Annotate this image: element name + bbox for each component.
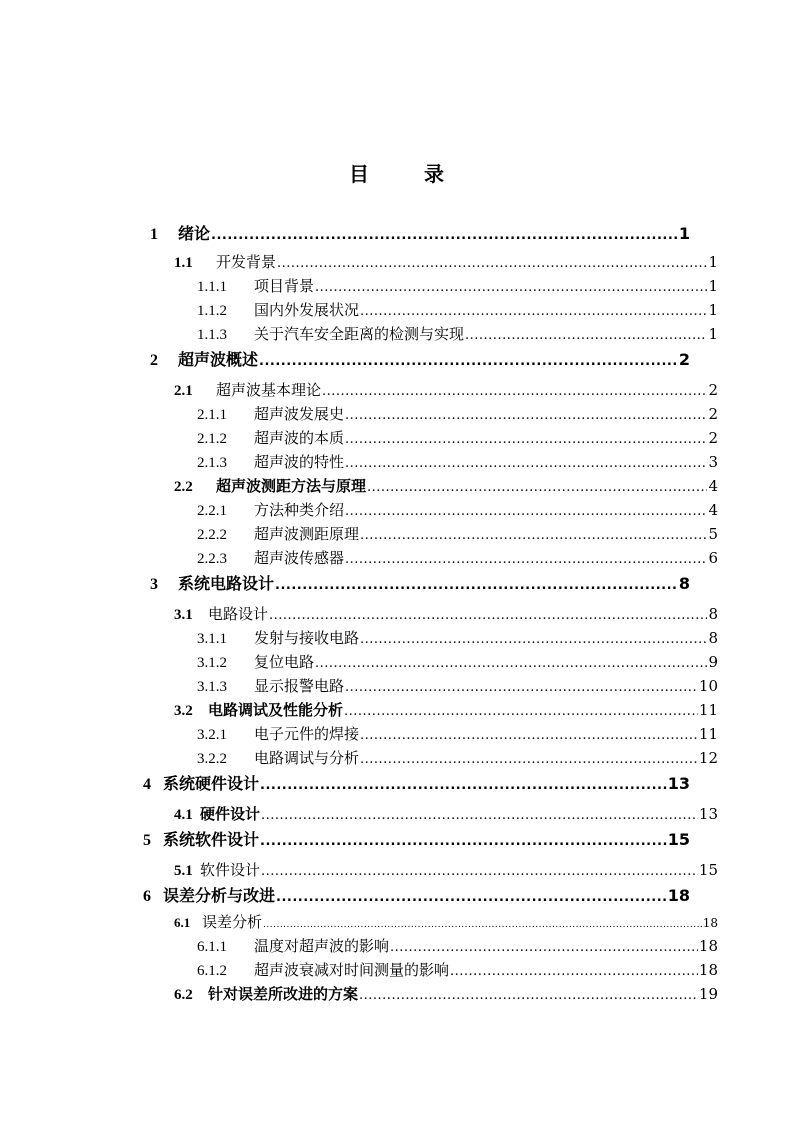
toc-entry-number: 3.2.2 <box>197 751 227 767</box>
toc-entry[interactable] <box>174 859 718 881</box>
toc-entry[interactable] <box>174 983 718 1005</box>
toc-entry-page: 15 <box>698 861 718 879</box>
toc-entry-page: 2 <box>708 429 718 447</box>
toc-entry-page: 6 <box>708 549 718 567</box>
toc-entry-label: 显示报警电路 <box>254 677 345 695</box>
toc-leader-dots <box>345 456 707 471</box>
toc-entry[interactable] <box>197 427 718 449</box>
toc-leader-dots <box>344 704 698 719</box>
toc-leader-dots <box>360 728 698 743</box>
toc-entry-number: 2.2.3 <box>197 551 227 567</box>
toc-entry-page: 18 <box>698 961 718 979</box>
toc-entry-number: 3.2.1 <box>197 727 227 743</box>
toc-entry-page: 9 <box>708 653 718 671</box>
toc-entry[interactable] <box>197 403 718 425</box>
toc-entry-label: 项目背景 <box>254 277 315 295</box>
toc-entry-page: 8 <box>678 574 690 593</box>
toc-entry[interactable] <box>197 627 718 649</box>
toc-leader-dots <box>450 964 698 979</box>
toc-entry-page: 1 <box>708 277 718 295</box>
toc-entry-label: 系统软件设计 <box>163 830 260 849</box>
toc-entry[interactable] <box>143 883 690 905</box>
toc-entry-number: 3 <box>150 576 158 593</box>
toc-entry-page: 2 <box>678 350 690 369</box>
toc-entry[interactable] <box>197 499 718 521</box>
toc-entry-page: 1 <box>708 325 718 343</box>
toc-leader-dots <box>465 328 707 343</box>
toc-entry-page: 18 <box>698 937 718 955</box>
toc-leader-dots <box>345 680 698 695</box>
toc-entry-label: 软件设计 <box>200 861 261 879</box>
toc-entry-label: 误差分析与改进 <box>163 886 276 905</box>
toc-entry-number: 2.1.3 <box>197 455 227 471</box>
toc-entry[interactable] <box>174 603 718 625</box>
toc-entry-label: 电路调试与分析 <box>254 749 360 767</box>
toc-entry[interactable] <box>150 571 690 593</box>
toc-leader-dots <box>211 228 678 243</box>
toc-entry-page: 5 <box>708 525 718 543</box>
toc-entry-number: 2.1 <box>174 383 193 399</box>
toc-entry-label: 超声波衰减对时间测量的影响 <box>254 961 450 979</box>
toc-entry-label: 关于汽车安全距离的检测与实现 <box>254 325 465 343</box>
toc-entry-number: 3.1.3 <box>197 679 227 695</box>
toc-leader-dots <box>360 752 698 767</box>
toc-entry[interactable] <box>143 771 690 793</box>
toc-leader-dots <box>345 432 707 447</box>
toc-entry-number: 3.1 <box>174 607 193 623</box>
toc-leader-dots <box>277 256 707 271</box>
toc-entry-page: 8 <box>708 605 718 623</box>
toc-leader-dots <box>345 408 707 423</box>
toc-entry-page: 19 <box>698 985 718 1003</box>
toc-entry[interactable] <box>197 651 718 673</box>
toc-entry-page: 18 <box>667 886 690 905</box>
toc-leader-dots <box>322 384 707 399</box>
toc-entry-page: 2 <box>708 405 718 423</box>
toc-entry-page: 1 <box>708 253 718 271</box>
toc-entry-page: 2 <box>708 381 718 399</box>
toc-entry-label: 电路调试及性能分析 <box>208 701 344 719</box>
toc-entry-page: 11 <box>698 725 718 743</box>
toc-entry-number: 3.1.1 <box>197 631 227 647</box>
toc-entry-label: 超声波传感器 <box>254 549 345 567</box>
toc-entry[interactable] <box>174 803 718 825</box>
toc-entry[interactable] <box>197 523 718 545</box>
toc-entry-label: 超声波测距原理 <box>254 525 360 543</box>
toc-entry-label: 误差分析 <box>202 913 263 931</box>
toc-entry-number: 2.1.2 <box>197 431 227 447</box>
toc-entry-label: 超声波的特性 <box>254 453 345 471</box>
toc-entry-page: 12 <box>698 749 718 767</box>
toc-entry-page: 10 <box>698 677 718 695</box>
toc-entry-number: 2.2 <box>174 479 193 495</box>
toc-entry-number: 6 <box>143 888 151 905</box>
toc-entry-label: 温度对超声波的影响 <box>254 937 390 955</box>
toc-entry-page: 4 <box>708 477 718 495</box>
toc-leader-dots <box>315 280 707 295</box>
toc-leader-dots <box>345 552 707 567</box>
toc-entry[interactable] <box>197 299 718 321</box>
toc-entry[interactable] <box>197 451 718 473</box>
toc-entry[interactable] <box>197 275 718 297</box>
toc-leader-dots <box>390 940 698 955</box>
toc-leader-dots <box>367 480 707 495</box>
toc-entry-label: 开发背景 <box>216 253 277 271</box>
toc-entry-number: 2.1.1 <box>197 407 227 423</box>
toc-leader-dots <box>276 890 667 905</box>
toc-entry-label: 针对误差所改进的方案 <box>208 985 359 1003</box>
toc-entry-page: 18 <box>702 916 718 930</box>
toc-leader-dots <box>275 578 678 593</box>
toc-entry[interactable] <box>197 675 718 697</box>
toc-entry-label: 电子元件的焊接 <box>254 725 360 743</box>
toc-entry-number: 1.1.1 <box>197 279 227 295</box>
toc-entry-page: 3 <box>708 453 718 471</box>
toc-leader-dots <box>269 608 707 623</box>
toc-entry-label: 硬件设计 <box>200 805 261 823</box>
toc-leader-dots <box>360 304 707 319</box>
toc-entry[interactable] <box>150 347 690 369</box>
toc-entry-number: 2.2.1 <box>197 503 227 519</box>
toc-entry[interactable] <box>174 251 718 273</box>
toc-entry-label: 超声波基本理论 <box>216 381 322 399</box>
toc-entry-page: 15 <box>667 830 690 849</box>
toc-entry-number: 1.1 <box>174 255 193 271</box>
toc-entry-label: 系统硬件设计 <box>163 774 260 793</box>
toc-leader-dots <box>260 834 667 849</box>
toc-entry-label: 超声波发展史 <box>254 405 345 423</box>
toc-entry-number: 4.1 <box>174 807 193 823</box>
toc-entry[interactable] <box>143 827 690 849</box>
toc-entry-number: 6.1.1 <box>197 939 227 955</box>
toc-entry-number: 5 <box>143 832 151 849</box>
toc-entry-number: 6.1 <box>174 915 191 930</box>
toc-leader-dots <box>315 656 707 671</box>
toc-leader-dots <box>360 528 707 543</box>
toc-entry-number: 3.1.2 <box>197 655 227 671</box>
toc-entry-number: 3.2 <box>174 703 193 719</box>
toc-entry-number: 2 <box>150 352 158 369</box>
toc-entry[interactable] <box>174 379 718 401</box>
toc-entry-label: 超声波测距方法与原理 <box>216 477 367 495</box>
toc-entry-page: 11 <box>698 701 718 719</box>
toc-entry-number: 1 <box>150 226 158 243</box>
toc-entry-label: 发射与接收电路 <box>254 629 360 647</box>
page-title: 目 录 <box>349 162 468 186</box>
toc-entry[interactable] <box>197 547 718 569</box>
toc-leader-dots <box>261 808 698 823</box>
toc-leader-dots <box>259 354 678 369</box>
toc-entry[interactable] <box>174 911 718 933</box>
toc-leader-dots <box>261 864 698 879</box>
toc-leader-dots <box>360 632 707 647</box>
toc-entry-page: 8 <box>708 629 718 647</box>
toc-entry[interactable] <box>197 935 718 957</box>
toc-entry[interactable] <box>197 747 718 769</box>
toc-entry-label: 电路设计 <box>208 605 269 623</box>
toc-entry-number: 4 <box>143 776 151 793</box>
toc-entry-label: 系统电路设计 <box>178 574 275 593</box>
toc-leader-dots <box>345 504 707 519</box>
toc-entry-page: 4 <box>708 501 718 519</box>
toc-entry-label: 国内外发展状况 <box>254 301 360 319</box>
toc-entry[interactable] <box>197 959 718 981</box>
toc-entry-number: 2.2.2 <box>197 527 227 543</box>
toc-entry-page: 1 <box>678 224 690 243</box>
toc-entry[interactable] <box>150 221 690 243</box>
toc-entry-number: 1.1.3 <box>197 327 227 343</box>
toc-entry-label: 超声波的本质 <box>254 429 345 447</box>
toc-entry-label: 复位电路 <box>254 653 315 671</box>
toc-leader-dots <box>359 988 698 1003</box>
toc-entry[interactable] <box>197 323 718 345</box>
toc-entry-number: 5.1 <box>174 863 193 879</box>
toc-entry-label: 方法种类介绍 <box>254 501 345 519</box>
toc-entry-number: 1.1.2 <box>197 303 227 319</box>
toc-entry-label: 绪论 <box>178 224 211 243</box>
toc-entry-number: 6.1.2 <box>197 963 227 979</box>
toc-entry[interactable] <box>197 723 718 745</box>
toc-entry-page: 1 <box>708 301 718 319</box>
toc-entry[interactable] <box>174 699 718 721</box>
toc-leader-dots <box>260 778 667 793</box>
toc-entry-label: 超声波概述 <box>178 350 259 369</box>
toc-entry-page: 13 <box>698 805 718 823</box>
toc-entry[interactable] <box>174 475 718 497</box>
toc-entry-page: 13 <box>667 774 690 793</box>
toc-entry-number: 6.2 <box>174 987 193 1003</box>
toc-leader-dots <box>263 920 702 930</box>
